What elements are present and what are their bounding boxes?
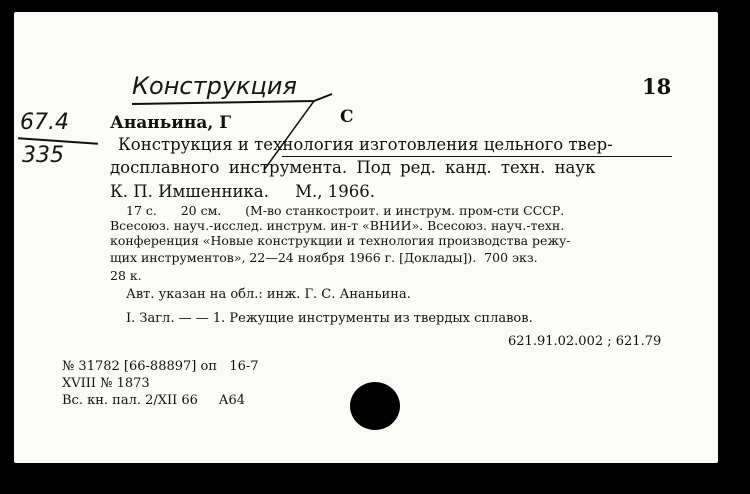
card-punch-hole	[350, 382, 400, 430]
letter-mark: С	[340, 107, 354, 127]
author-note: Авт. указан на обл.: инж. Г. С. Ананьина.	[126, 287, 411, 302]
author-heading: Ананьина, Г	[110, 113, 231, 133]
title-line-1: Конструкция и технология изготовления цельного твер-	[118, 135, 613, 154]
classification-number: 621.91.02.002 ; 621.79	[508, 334, 662, 349]
description-line-1: 17 с. 20 см. (М-во станкостроит. и инструм. пром-сти СССР.	[126, 203, 565, 218]
footer-line-2: XVIII № 1873	[62, 376, 150, 391]
description-line-2: Всесоюз. науч.-исслед. инструм. ин-т «ВНИИ». Всесоюз. науч.-техн.	[110, 218, 565, 233]
title-line-3: К. П. Имшенника. М., 1966.	[110, 182, 375, 201]
catalog-card	[14, 12, 718, 463]
handwritten-subject: Конструкция	[132, 72, 297, 100]
card-number: 18	[642, 74, 672, 99]
title-line-2: досплавного инструмента. Под ред. канд. техн. наук	[110, 158, 596, 177]
shelf-mark-bottom: 335	[22, 143, 64, 168]
tracing: I. Загл. — — 1. Режущие инструменты из твердых сплавов.	[126, 311, 533, 326]
description-line-5: 28 к.	[110, 268, 142, 283]
shelf-mark-top: 67.4	[20, 110, 69, 135]
description-line-4: щих инструментов», 22—24 ноября 1966 г. [Доклады]). 700 экз.	[110, 250, 538, 265]
description-line-3: конференция «Новые конструкции и технология производства режу-	[110, 233, 571, 248]
footer-line-3: Вс. кн. пал. 2/XII 66 А64	[62, 393, 245, 408]
footer-line-1: № 31782 [66-88897] оп 16-7	[62, 359, 259, 374]
title-underline	[282, 156, 672, 157]
